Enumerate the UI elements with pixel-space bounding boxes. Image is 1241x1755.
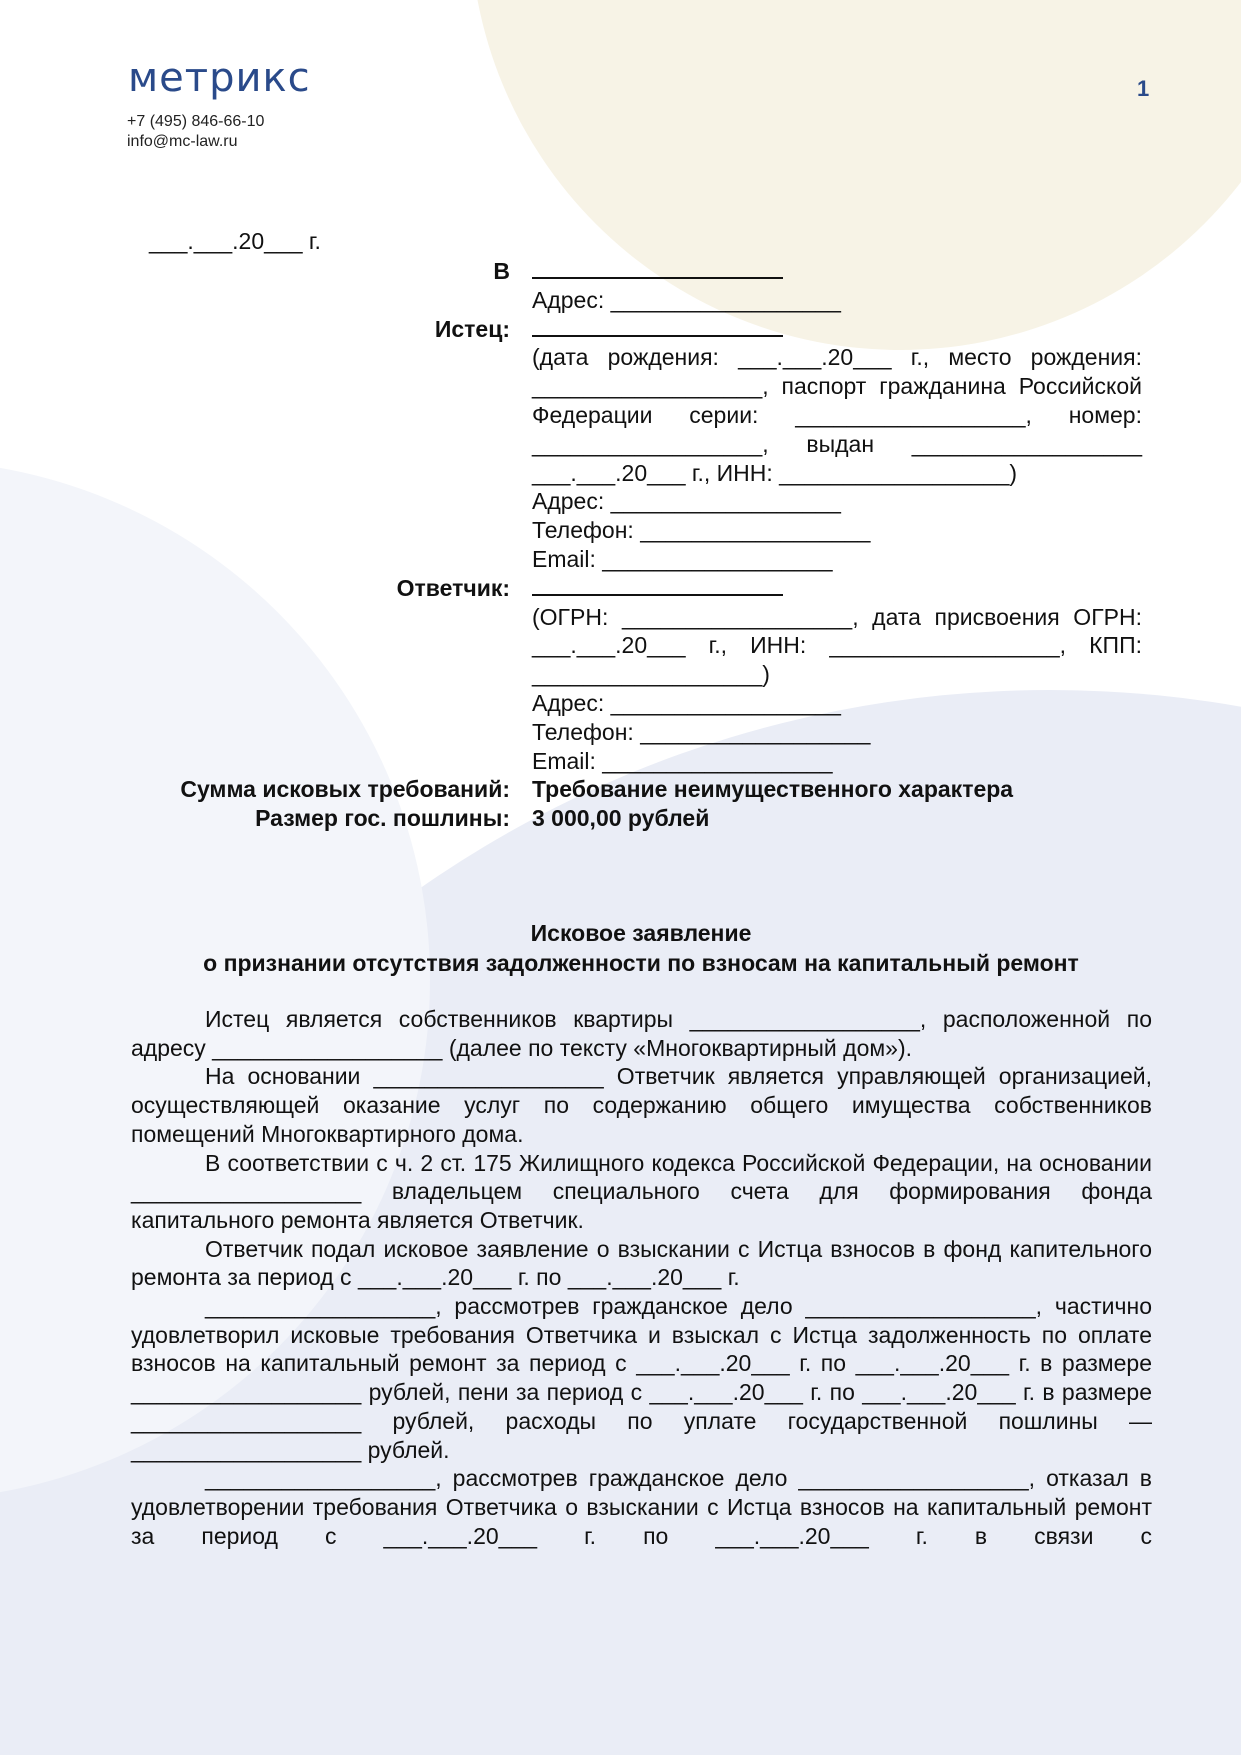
paragraph: __________________, рассмотрев гражданское дело __________________, отказал в удовлетворении требования Ответчика о взыскании с Истца взносов на капитальный ремонт за период с ___.___.20___ г. по ___.___.20___ г. в связи с [131,1465,1152,1549]
court-row [120,257,1142,286]
company-phone: +7 (495) 846-66-10 [127,113,265,130]
plaintiff-phone: Телефон: __________________ [532,517,871,544]
defendant-row [120,574,1142,603]
title-line-2: о признании отсутствия задолженности по взносам на капитальный ремонт [203,950,1079,976]
court-name-blank [532,257,783,279]
defendant-details: (ОГРН: __________________, дата присвоения ОГРН: ___.___.20___ г., ИНН: __________________, КПП: __________________) [532,603,1142,688]
court-label: В [493,258,510,284]
page-number: 1 [1137,76,1150,101]
plaintiff-email: Email: __________________ [532,545,833,572]
document-title [120,918,1162,978]
claim-sum-row [120,775,1142,804]
document-body [131,1005,1152,1550]
paragraph: На основании __________________ Ответчик является управляющей организацией, осуществляющей оказание услуг по содержанию общего имущества собственников помещений Многоквартирного дома. [131,1063,1152,1147]
plaintiff-row [120,315,1142,344]
defendant-name-blank [532,574,783,596]
company-logo: метрикс [128,55,311,101]
claim-sum-value: Требование неимущественного характера [532,776,1014,803]
defendant-phone: Телефон: __________________ [532,718,871,745]
document-date: ___.___.20___ г. [149,228,321,254]
company-contacts [127,112,264,152]
plaintiff-details: (дата рождения: ___.___.20___ г., место рождения: __________________, паспорт гражданина Российской Федерации серии: __________________, номер: __________________, выдан __________________ ___.___.20___ г., ИНН: __________________) [532,344,1142,486]
fee-row [120,804,1142,833]
court-address: Адрес: __________________ [532,286,841,313]
plaintiff-address: Адрес: __________________ [532,488,841,515]
paragraph: Истец является собственников квартиры __________________, расположенной по адресу __________________ (далее по тексту «Многоквартирный дом»). [131,1006,1152,1061]
plaintiff-label: Истец: [434,315,510,342]
defendant-address: Адрес: __________________ [532,689,841,716]
parties-block [120,257,1142,833]
plaintiff-name-blank [532,315,783,337]
defendant-email: Email: __________________ [532,747,833,774]
fee-label: Размер гос. пошлины: [255,805,510,832]
claim-sum-label: Сумма исковых требований: [180,776,510,803]
company-email: info@mc-law.ru [127,133,238,150]
defendant-label: Ответчик: [396,574,510,601]
paragraph: Ответчик подал исковое заявление о взыскании с Истца взносов в фонд капительного ремонта за период с ___.___.20___ г. по ___.___.20___ г. [131,1235,1152,1291]
paragraph: В соответствии с ч. 2 ст. 175 Жилищного кодекса Российской Федерации, на основании __________________ владельцем специального счета для формирования фонда капитального ремонта является Ответчик. [131,1149,1152,1233]
title-line-1: Исковое заявление [530,920,752,946]
fee-value: 3 000,00 рублей [532,805,710,832]
paragraph: __________________, рассмотрев гражданское дело __________________, частично удовлетворил исковые требования Ответчика и взыскал с Истца задолженность по оплате взносов на капитальный ремонт за период с ___.___.20___ г. по ___.___.20___ г. в размере __________________ рублей, пени за период с ___.___.20___ г. по ___.___.20___ г. в размере __________________ рублей, расходы по уплате государственной пошлины — __________________ рублей. [131,1293,1152,1463]
